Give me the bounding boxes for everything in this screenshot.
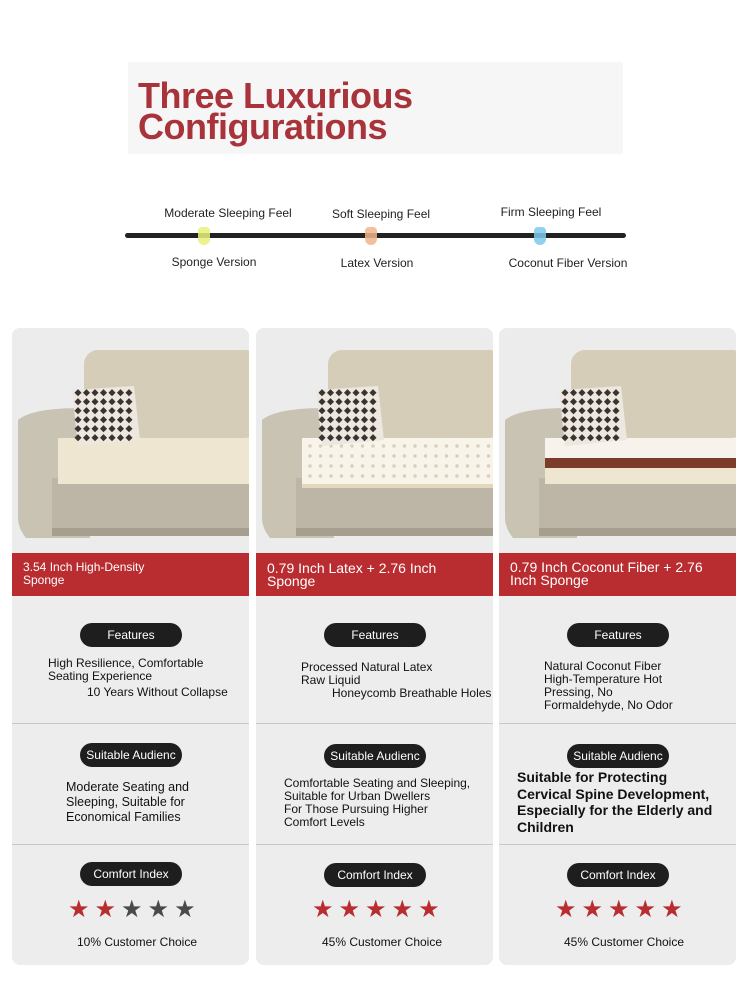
audience-pill: Suitable Audienc <box>80 743 182 767</box>
feature-text-1: High Resilience, Comfortable Seating Experience <box>48 656 204 683</box>
section-divider <box>256 844 493 845</box>
page-title-line-2: Configurations <box>138 106 387 147</box>
comfort-index-pill: Comfort Index <box>324 863 426 887</box>
sofa-image <box>12 328 249 553</box>
audience-text: Comfortable Seating and Sleeping, Suitable for Urban Dwellers For Those Pursuing Higher Comfort Levels <box>284 776 471 829</box>
star-filled-icon: ★ <box>365 895 387 923</box>
sofa-image <box>499 328 736 553</box>
customer-choice-text: 10% Customer Choice <box>76 935 198 949</box>
config-card-coconut <box>499 328 736 965</box>
feel-label-moderate: Moderate Sleeping Feel <box>164 206 292 220</box>
scale-marker-sponge <box>198 227 210 245</box>
star-filled-icon: ★ <box>68 895 90 923</box>
feature-text-1: Processed Natural Latex Raw Liquid <box>301 660 433 687</box>
star-filled-icon: ★ <box>661 895 683 923</box>
customer-choice-text: 45% Customer Choice <box>321 935 443 949</box>
page-title-line-1: Three Luxurious <box>138 75 413 116</box>
comfort-stars <box>68 897 196 921</box>
version-label-coconut: Coconut Fiber Version <box>508 256 628 270</box>
card-banner <box>12 553 249 596</box>
card-banner-text: 0.79 Inch Coconut Fiber + 2.76 Inch Sponge <box>510 559 703 588</box>
version-label-latex: Latex Version <box>340 256 414 270</box>
star-filled-icon: ★ <box>581 895 604 923</box>
star-empty-icon: ★ <box>174 895 196 923</box>
audience-pill: Suitable Audienc <box>567 744 669 768</box>
sofa-image <box>256 328 493 553</box>
feature-text-1: Natural Coconut Fiber High-Temperature Hot Pressing, No Formaldehyde, No Odor <box>544 659 673 712</box>
section-divider <box>12 723 249 724</box>
audience-text: Suitable for Protecting Cervical Spine Development, Especially for the Elderly and Children <box>517 769 713 835</box>
config-card-latex <box>256 328 493 965</box>
feel-label-soft: Soft Sleeping Feel <box>331 207 431 221</box>
star-empty-icon: ★ <box>147 895 170 923</box>
config-card-sponge <box>12 328 249 965</box>
scale-marker-latex <box>365 227 377 245</box>
star-filled-icon: ★ <box>608 895 630 923</box>
comfort-stars <box>555 897 683 921</box>
card-banner-text: 0.79 Inch Latex + 2.76 Inch Sponge <box>267 560 437 589</box>
card-banner <box>256 553 493 596</box>
customer-choice-text: 45% Customer Choice <box>563 935 685 949</box>
star-empty-icon: ★ <box>121 895 143 923</box>
version-label-sponge: Sponge Version <box>171 255 257 269</box>
card-banner <box>499 553 736 596</box>
section-divider <box>499 844 736 845</box>
feature-text-2: Honeycomb Breathable Holes <box>332 686 492 700</box>
card-banner-text: 3.54 Inch High-Density Sponge <box>23 560 145 587</box>
comfort-index-pill: Comfort Index <box>567 863 669 887</box>
star-filled-icon: ★ <box>312 895 334 923</box>
section-divider <box>12 844 249 845</box>
features-pill: Features <box>80 623 182 647</box>
star-filled-icon: ★ <box>634 895 657 923</box>
star-filled-icon: ★ <box>391 895 414 923</box>
star-filled-icon: ★ <box>418 895 440 923</box>
feel-label-firm: Firm Sleeping Feel <box>500 205 602 219</box>
audience-text: Moderate Seating and Sleeping, Suitable for Economical Families <box>66 780 190 824</box>
star-filled-icon: ★ <box>94 895 117 923</box>
audience-pill: Suitable Audienc <box>324 744 426 768</box>
features-pill: Features <box>567 623 669 647</box>
star-filled-icon: ★ <box>338 895 361 923</box>
section-divider <box>499 723 736 724</box>
feature-text-2: 10 Years Without Collapse <box>87 685 228 699</box>
scale-marker-coconut <box>534 227 546 245</box>
comfort-index-pill: Comfort Index <box>80 862 182 886</box>
star-filled-icon: ★ <box>555 895 577 923</box>
comfort-stars <box>312 897 440 921</box>
features-pill: Features <box>324 623 426 647</box>
section-divider <box>256 723 493 724</box>
